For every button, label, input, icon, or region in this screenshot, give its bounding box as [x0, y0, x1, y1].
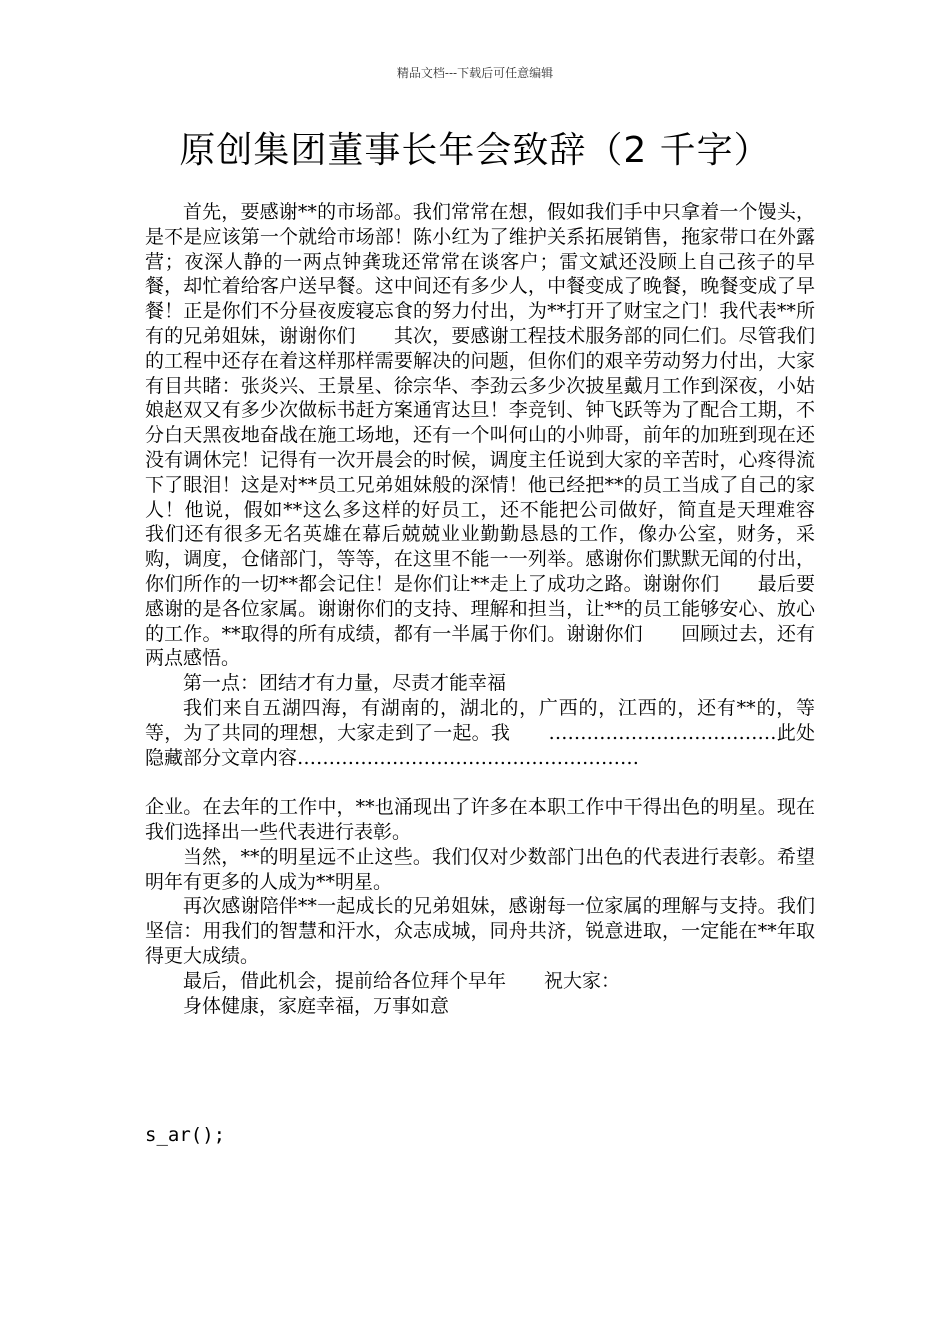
document-title: 原创集团董事长年会致辞（2 千字）: [179, 130, 771, 171]
script-text: s_ar();: [145, 1124, 226, 1146]
paragraph-stars: 企业。在去年的工作中，**也涌现出了许多在本职工作中干得出色的明星。现在我们选择出一些代表进行表彰。: [145, 796, 815, 843]
header-note: 精品文档---下载后可任意编辑: [396, 66, 554, 80]
paragraph-hidden-content: 我们来自五湖四海，有湖南的，湖北的，广西的，江西的，还有**的，等等，为了共同的理想，大家走到了一起。我 ………………………………此处隐藏部分文章内容………………………………………………: [145, 696, 815, 769]
paragraph-commendation: 当然，**的明星远不止这些。我们仅对少数部门出色的代表进行表彰。希望明年有更多的人成为**明星。: [145, 845, 815, 893]
paragraph-gratitude: 再次感谢陪伴**一起成长的兄弟姐妹，感谢每一位家属的理解与支持。我们坚信：用我们的智慧和汗水，众志成城，同舟共济，锐意进取，一定能在**年取得更大成绩。: [145, 895, 815, 967]
paragraph-thanks: 首先，要感谢**的市场部。我们常常在想，假如我们手中只拿着一个馒头，是不是应该第一个就给市场部！陈小红为了维护关系拓展销售，拖家带口在外露营；夜深人静的一两点钟龚珑还常常在谈客户；雷文斌还没顾上自己孩子的早餐，却忙着给客户送早餐。这中间还有多少人，中餐变成了晚餐，晚餐变成了早餐！正是你们不分昼夜废寝忘食的努力付出，为**打开了财宝之门！我代表**所有的兄弟姐妹，谢谢你们 其次，要感谢工程技术服务部的同仁们。尽管我们的工程中还存在着这样那样需要解决的问题，但你们的艰辛劳动努力付出，大家有目共睹：张炎兴、王景星、徐宗华、李劲云多少次披星戴月工作到深夜，小姑娘赵双又有多少次做标书赶方案通宵达旦！李竞钊、钟飞跃等为了配合工期，不分白天黑夜地奋战在施工场地，还有一个叫何山的小帅哥，前年的加班到现在还没有调休完！记得有一次开晨会的时候，调度主任说到大家的辛苦时，心疼得流下了眼泪！这是对**员工兄弟姐妹般的深情！他已经把**的员工当成了自己的家人！他说，假如**这么多这样的好员工，还不能把公司做好，简直是天理难容 我们还有很多无名英雄在幕后兢兢业业勤勤恳恳的工作，像办公室，财务，采购，调度，仓储部门，等等，在这里不能一一列举。感谢你们默默无闻的付出，你们所作的一切**都会记住！是你们让**走上了成功之路。谢谢你们 最后要感谢的是各位家属。谢谢你们的支持、理解和担当，让**的员工能够安心、放心的工作。**取得的所有成绩，都有一半属于你们。谢谢你们 回顾过去，还有两点感悟。: [145, 201, 854, 670]
document-body: [145, 200, 854, 1018]
paragraph-point-one: 第一点：团结才有力量，尽责才能幸福: [183, 672, 507, 695]
paragraph-new-year: 最后，借此机会，提前给各位拜个早年 祝大家：: [183, 969, 621, 992]
paragraph-wishes: 身体健康，家庭幸福，万事如意: [183, 994, 450, 1017]
paragraph-gap: [145, 770, 815, 795]
